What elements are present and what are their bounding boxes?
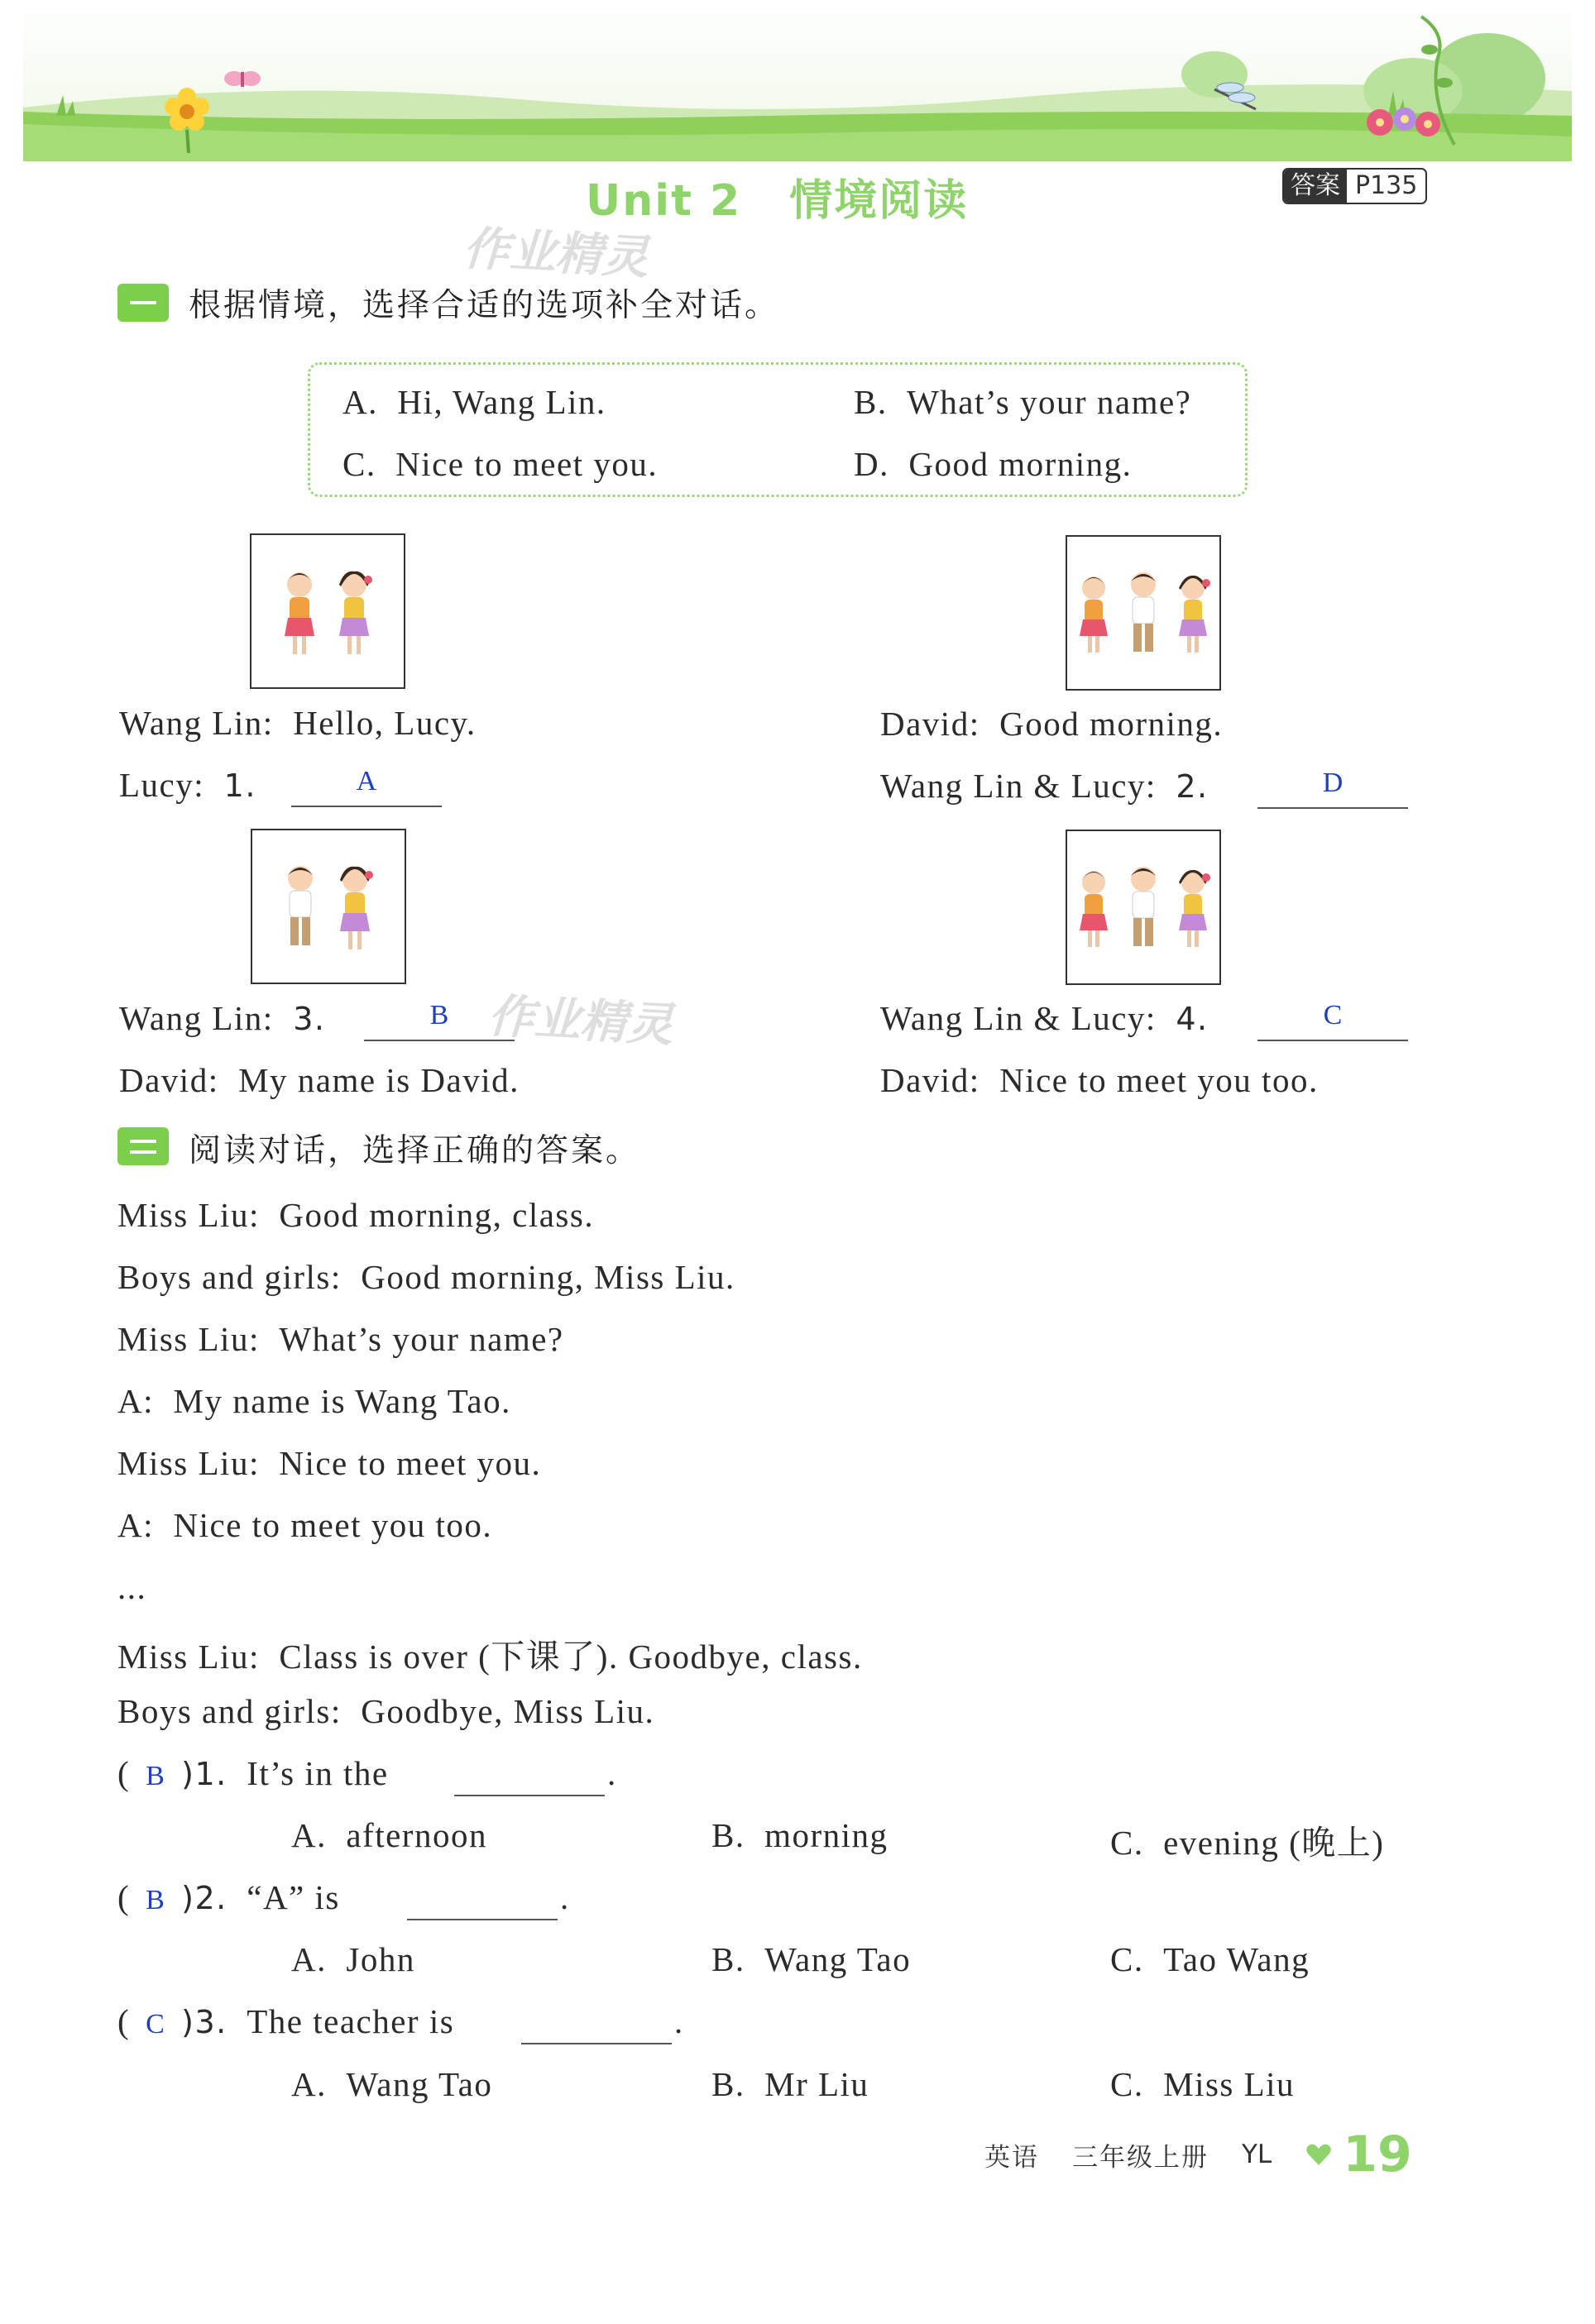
boy-girl-illustration [252, 830, 405, 983]
reading-line-8: Miss Liu: Class is over (下课了). Goodbye, class. [117, 1638, 863, 1676]
heart-icon [1305, 2142, 1333, 2167]
option-a: A. Hi, Wang Lin. [342, 383, 606, 421]
section-two-instruction: 阅读对话，选择正确的答案。 [189, 1132, 641, 1169]
three-kids-illustration [1067, 831, 1219, 983]
question-2-option-b: B. Wang Tao [711, 1940, 912, 1978]
question-2-blank[interactable] [407, 1879, 558, 1920]
section-one-instruction: 根据情境，选择合适的选项补全对话。 [189, 287, 780, 324]
footer-subject: 英语 [984, 2142, 1039, 2173]
page-title [586, 165, 969, 226]
scene-picture-2 [1066, 535, 1221, 691]
question-1-end: . [607, 1754, 617, 1792]
option-b: B. What’s your name? [854, 383, 1192, 421]
page-number: 19 [1343, 2126, 1412, 2183]
unit-label: Unit 2 [586, 176, 742, 226]
question-3: ( C )3. The teacher is [117, 2002, 455, 2040]
butterfly-icon [224, 71, 261, 87]
scene-picture-3 [251, 829, 406, 984]
dialog1-line1: Wang Lin: Hello, Lucy. [119, 704, 477, 742]
dialog2-line2: Wang Lin & Lucy: 2. [880, 767, 1209, 805]
option-c: C. Nice to meet you. [342, 445, 659, 483]
reading-line-ellipsis: ... [117, 1568, 147, 1606]
scene-picture-1 [250, 533, 405, 689]
answer-page-badge [1282, 168, 1427, 204]
watermark: 作业精灵 [462, 222, 650, 285]
watermark: 作业精灵 [486, 989, 675, 1053]
section-two-badge [117, 1127, 169, 1165]
question-2-end: . [560, 1878, 570, 1916]
question-1-blank[interactable] [454, 1755, 605, 1796]
question-1-option-b: B. morning [711, 1816, 889, 1854]
header-banner [23, 0, 1572, 161]
dialog1-line2: Lucy: 1. [119, 766, 256, 804]
dialog4-line2: David: Nice to meet you too. [880, 1061, 1319, 1099]
question-3-end: . [674, 2002, 684, 2040]
section-one-badge [117, 284, 169, 322]
scene-picture-4 [1066, 830, 1221, 985]
question-1: ( B )1. It’s in the [117, 1754, 389, 1792]
answer-blank-4[interactable] [1257, 997, 1408, 1041]
answer-blank-3[interactable] [364, 997, 515, 1041]
answer-blank-2[interactable] [1257, 764, 1408, 809]
question-3-option-a: A. Wang Tao [291, 2065, 493, 2103]
answer-label: 答案 [1284, 170, 1347, 203]
three-kids-illustration [1067, 537, 1219, 689]
question-2-option-a: A. John [291, 1940, 415, 1978]
question-3-option-c: C. Miss Liu [1110, 2065, 1296, 2103]
dialog2-line1: David: Good morning. [880, 705, 1224, 743]
reading-line-6: A: Nice to meet you too. [117, 1506, 493, 1544]
footer [984, 2126, 1412, 2183]
footer-edition: YL [1242, 2140, 1272, 2169]
question-3-blank[interactable] [521, 2003, 672, 2044]
answer-3: B [429, 1000, 449, 1030]
question-3-answer: C [146, 2009, 166, 2039]
answer-1: A [356, 766, 377, 796]
dialog3-line1: Wang Lin: 3. [119, 999, 326, 1037]
question-3-option-b: B. Mr Liu [711, 2065, 869, 2103]
meadow-illustration [23, 0, 1572, 161]
question-2: ( B )2. “A” is [117, 1878, 340, 1916]
question-1-option-c: C. evening (晚上) [1110, 1824, 1385, 1862]
unit-title: 情境阅读 [789, 176, 969, 226]
question-1-answer: B [146, 1761, 166, 1791]
dialog4-line1: Wang Lin & Lucy: 4. [880, 999, 1209, 1037]
answer-4: C [1323, 1000, 1343, 1030]
dialog3-line2: David: My name is David. [119, 1061, 520, 1099]
question-1-option-a: A. afternoon [291, 1816, 487, 1854]
reading-line-1: Miss Liu: Good morning, class. [117, 1196, 595, 1234]
footer-grade: 三年级上册 [1072, 2142, 1209, 2173]
reading-line-5: Miss Liu: Nice to meet you. [117, 1444, 542, 1482]
question-2-option-c: C. Tao Wang [1110, 1940, 1310, 1978]
option-d: D. Good morning. [854, 445, 1133, 483]
answer-page: P135 [1355, 171, 1418, 200]
answer-blank-1[interactable] [291, 763, 442, 807]
reading-line-4: A: My name is Wang Tao. [117, 1382, 511, 1420]
reading-line-3: Miss Liu: What’s your name? [117, 1320, 564, 1358]
answer-2: D [1322, 767, 1344, 798]
question-2-answer: B [146, 1885, 166, 1915]
reading-line-2: Boys and girls: Good morning, Miss Liu. [117, 1258, 735, 1296]
two-girls-illustration [251, 535, 404, 687]
reading-line-9: Boys and girls: Goodbye, Miss Liu. [117, 1692, 655, 1730]
